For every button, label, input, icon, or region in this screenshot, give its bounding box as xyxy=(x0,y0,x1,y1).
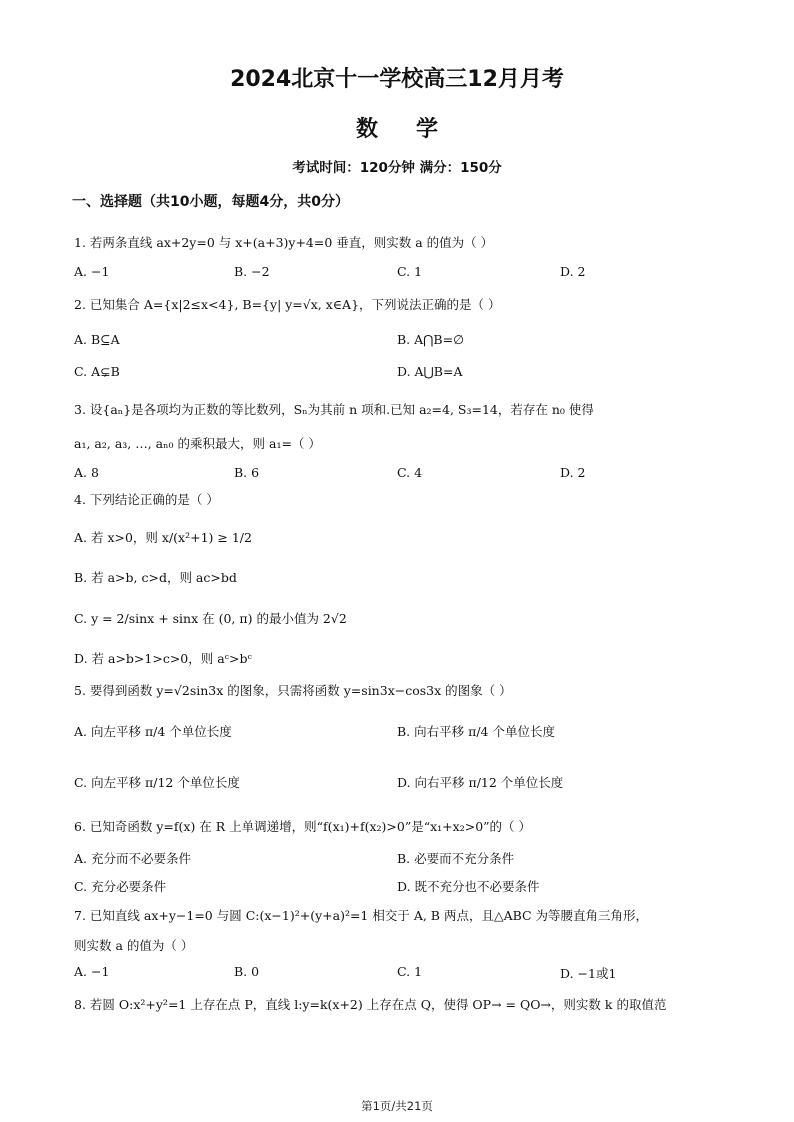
q5-option-a: A. 向左平移 π/4 个单位长度 xyxy=(74,724,232,739)
q7-option-c: C. 1 xyxy=(397,964,423,979)
q1-option-d: D. 2 xyxy=(560,264,586,279)
question-7-stem: 7. 已知直线 ax+y−1=0 与圆 C:(x−1)²+(y+a)²=1 相交于 A, B 两点，且△ABC 为等腰直角三角形， xyxy=(74,908,649,923)
q3-option-a: A. 8 xyxy=(74,465,99,480)
q7-option-d: D. −1或1 xyxy=(560,966,617,981)
q3-option-c: C. 4 xyxy=(397,465,423,480)
q4-option-b: B. 若 a>b, c>d，则 ac>bd xyxy=(74,570,237,585)
q6-option-d: D. 既不充分也不必要条件 xyxy=(397,879,540,894)
q5-option-b: B. 向右平移 π/4 个单位长度 xyxy=(397,724,555,739)
q2-option-a: A. B⊆A xyxy=(74,332,120,347)
q4-option-a: A. 若 x>0，则 x/(x²+1) ≥ 1/2 xyxy=(74,530,252,545)
question-5-stem: 5. 要得到函数 y=√2sin3x 的图象，只需将函数 y=sin3x−cos3x 的图象（ ） xyxy=(74,683,512,698)
q4-option-d: D. 若 a>b>1>c>0，则 aᶜ>bᶜ xyxy=(74,651,252,666)
question-8-stem: 8. 若圆 O:x²+y²=1 上存在点 P，直线 l:y=k(x+2) 上存在点 Q，使得 OP→ = QO→，则实数 k 的取值范 xyxy=(74,997,667,1012)
q1-option-c: C. 1 xyxy=(397,264,423,279)
question-6-stem: 6. 已知奇函数 y=f(x) 在 R 上单调递增，则“f(x₁)+f(x₂)>0”是“x₁+x₂>0”的（ ） xyxy=(74,819,532,834)
question-7-stem-continued: 则实数 a 的值为（ ） xyxy=(74,938,194,953)
question-1-stem: 1. 若两条直线 ax+2y=0 与 x+(a+3)y+4=0 垂直，则实数 a 的值为（ ） xyxy=(74,235,494,250)
q7-option-a: A. −1 xyxy=(74,964,110,979)
subject-title: 数学 xyxy=(355,117,476,142)
q1-option-b: B. −2 xyxy=(234,264,270,279)
question-3-stem-continued: a₁, a₂, a₃, …, aₙ₀ 的乘积最大，则 a₁=（ ） xyxy=(74,436,321,451)
q2-option-b: B. A⋂B=∅ xyxy=(397,332,464,347)
q3-option-b: B. 6 xyxy=(234,465,260,480)
exam-info: 考试时间：120分钟 满分：150分 xyxy=(292,160,502,176)
section-heading: 一、选择题（共10小题，每题4分，共0分） xyxy=(72,194,349,210)
q6-option-c: C. 充分必要条件 xyxy=(74,879,167,894)
q7-option-b: B. 0 xyxy=(234,964,260,979)
q2-option-d: D. A⋃B=A xyxy=(397,364,463,379)
q2-option-c: C. A⊊B xyxy=(74,364,120,379)
question-4-stem: 4. 下列结论正确的是（ ） xyxy=(74,492,219,507)
exam-title: 2024北京十一学校高三12月月考 xyxy=(230,67,564,92)
q1-option-a: A. −1 xyxy=(74,264,110,279)
question-2-stem: 2. 已知集合 A={x|2≤x<4}, B={y| y=√x, x∈A}，下列说法正确的是（ ） xyxy=(74,297,501,312)
question-3-stem: 3. 设{aₙ}是各项均为正数的等比数列，Sₙ为其前 n 项和.已知 a₂=4, S₃=14，若存在 n₀ 使得 xyxy=(74,402,594,417)
q6-option-b: B. 必要而不充分条件 xyxy=(397,851,515,866)
q6-option-a: A. 充分而不必要条件 xyxy=(74,851,191,866)
q5-option-d: D. 向右平移 π/12 个单位长度 xyxy=(397,775,564,790)
q4-option-c: C. y = 2/sinx + sinx 在 (0, π) 的最小值为 2√2 xyxy=(74,611,347,626)
q3-option-d: D. 2 xyxy=(560,465,586,480)
page-number: 第1页/共21页 xyxy=(361,1099,433,1113)
q5-option-c: C. 向左平移 π/12 个单位长度 xyxy=(74,775,240,790)
